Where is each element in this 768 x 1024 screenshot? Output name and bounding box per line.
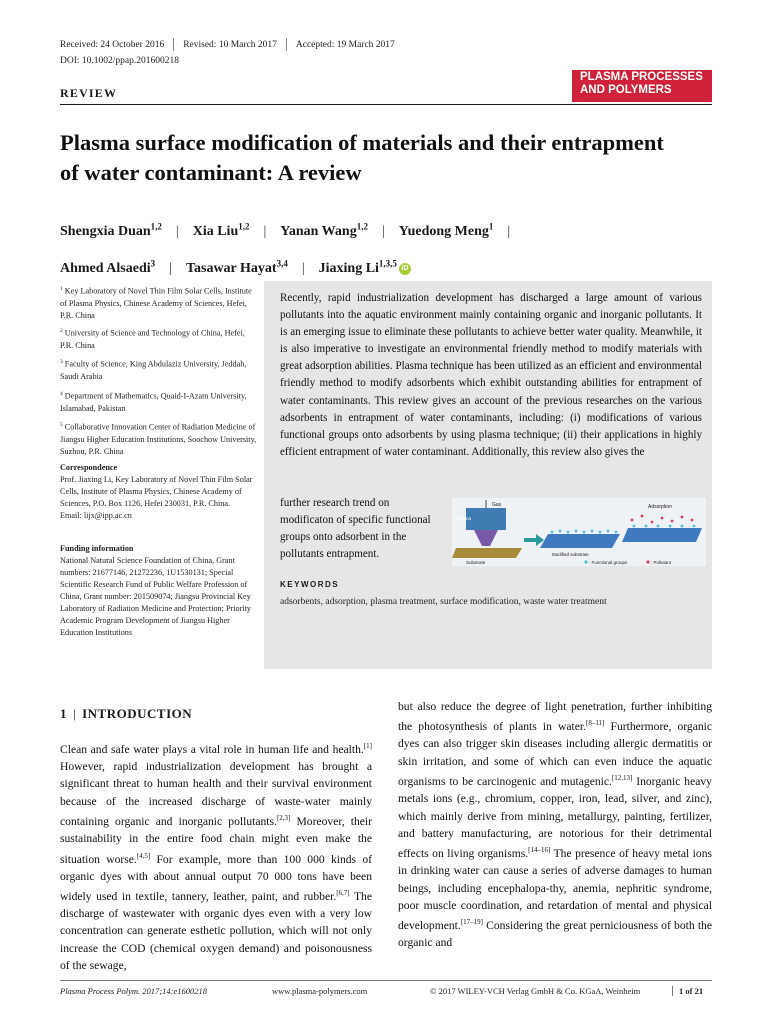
revised-date: Revised: 10 March 2017 (183, 39, 277, 50)
author[interactable]: Jiaxing Li$^{1,3,5}$ (318, 258, 397, 277)
article-dates (60, 38, 395, 51)
citation[interactable]: [2,3] (276, 814, 291, 823)
citation[interactable]: [14–16] (528, 846, 551, 855)
funding-heading: Funding information (60, 544, 134, 553)
citation[interactable]: [6,7] (336, 888, 350, 897)
keywords: adsorbents, adsorption, plasma treatment, surface modification, waste water treatment (280, 597, 607, 607)
legend-groups-swatch (584, 560, 587, 563)
abstract-text: Recently, rapid industrialization development has discharged a large amount of various pollutants into the aquatic environment mainly containing organic and inorganic pollutants. It is an emerging issue to eliminate these pollutants to achieve better water quality. Meanwhile, it is also imperative to investigate an environmental friendly method to modify materials with great adsorption abilities. Plasma technique has been utilized as an efficient and environmental friendly method to modify adsorbents which exhibit outstanding abilities for entrapment of water contaminants. This review gives an account of the previous researches on the various adsorbents in entrapment of water contaminants, including: (i) modifications of various functional groups onto adsorbents by using plasma technique; (ii) their applications in highly efficient entrapment of water contaminant. Additionally, this review also gives the (280, 292, 702, 458)
affiliation: $^4$ Department of Mathematics, Quaid-I-Azam University, Islamabad, Pakistan (60, 391, 247, 413)
journal-citation: Plasma Process Polym. 2017;14:e1600218 (60, 986, 207, 996)
substrate-label: Substrate (466, 560, 486, 565)
header-rule (60, 104, 712, 105)
body-column-right: but also reduce the degree of light penetration, further inhibiting the photosynthesis of plants in water.[8–11] Furthermore, organic dyes can also trigger skin diseases including allergic dermatitis or skin irritation, and some of which can even induce the aquatic organisms to be carcinogenic and mutagenic.[12,13] Inorganic heavy metals ions (e.g., chromium, copper, iron, lead, silver, and zinc), which mainly derive from mining, metallurgy, painting, fertilizer, and battery manufacturing, are notorious for their detrimental effects on living organisms.[14–16] The presence of heavy metal ions in drinking water can cause a series of adverse damages to human beings, including encephalopa-thy, anemia, nephritic syndrome, poor muscle coordination, and retardation of mental and physical development.[17–19] Considering the great perniciousness of both the organic and (398, 700, 713, 950)
legend-pollutant-swatch (646, 560, 649, 563)
funding (60, 543, 260, 639)
journal-brand-line1: PLASMA PROCESSES (580, 71, 703, 83)
funding-text: National Natural Science Foundation of China, Grant numbers: 21677146, 21272236, 1U1530131; Special Scientific Research Fund of Public Welfare Profession of China, Grant number: 201509074; Jiangsu Provincial Key Laboratory of Radiation Medicine and Protection; Priority Academic Program Development of Jiangsu Higher Education Institutions (60, 556, 251, 637)
author[interactable]: Ahmed Alsaedi$^3$ (60, 258, 156, 277)
citation[interactable]: [1] (363, 742, 372, 750)
keywords-heading: KEYWORDS (280, 580, 340, 589)
citation[interactable]: [12,13] (611, 774, 633, 783)
accepted-date: Accepted: 19 March 2017 (295, 39, 395, 50)
copyright: © 2017 WILEY-VCH Verlag GmbH & Co. KGaA, Weinheim (430, 986, 641, 996)
journal-brand-line2: AND POLYMERS (580, 84, 672, 96)
modified-label: Modified substrate (552, 552, 589, 557)
divider (286, 38, 287, 51)
title-line1: Plasma surface modification of materials and their entrapment (60, 130, 664, 155)
plasma-source (466, 508, 506, 530)
correspondence-heading: Correspondence (60, 463, 118, 472)
affiliation: $^5$ Collaborative Innovation Center of Radiation Medicine of Jiangsu Higher Education Institutions, Soochow University, Suzhou, P.R. China (60, 422, 257, 456)
author[interactable]: Yuedong Meng$^1$ (398, 221, 494, 239)
gas-label: Gas (492, 502, 502, 508)
correspondence-text: Prof. Jiaxing Li, Key Laboratory of Novel Thin Film Solar Cells, Institute of Plasma Physics, Chinese Academy of Sciences, P.O. Box 1126, Hefei 230031, P.R. China. (60, 475, 253, 508)
affiliation: $^2$ University of Science and Technology of China, Hefei, P.R. China (60, 328, 245, 350)
section-title: INTRODUCTION (82, 706, 193, 721)
article-title (60, 128, 720, 188)
citation[interactable]: [8–11] (585, 719, 605, 728)
author[interactable]: Tasawar Hayat$^{3,4}$ (185, 258, 288, 277)
title-line2: of water contaminant: A review (60, 160, 362, 185)
website-link[interactable]: www.plasma-polymers.com (272, 986, 368, 996)
citation[interactable]: [17–19] (460, 918, 483, 927)
author[interactable]: Shengxia Duan$^{1,2}$ (60, 221, 162, 239)
substrate (452, 548, 522, 558)
journal-brand-logo (572, 70, 712, 102)
page-number: 1 of 21 (672, 986, 703, 996)
citation[interactable]: [4,5] (136, 851, 151, 860)
legend-pollutant-label: : Pollutant (651, 560, 672, 565)
author-list: Shengxia Duan$^{1,2}$ | Xia Liu$^{1,2}$ | Yanan Wang$^{1,2}$ | Yuedong Meng$^1$ | Ahmed Alsaedi$^3$ | Tasawar Hayat$^{3,4}$ | Jiaxing Li$^{1,3,5}$ iD (60, 221, 511, 277)
section-heading: 1 | INTRODUCTION (60, 706, 193, 721)
article-type: REVIEW (60, 86, 118, 100)
received-date: Received: 24 October 2016 (60, 39, 165, 50)
section-number: 1 (60, 706, 67, 721)
body-column-left: Clean and safe water plays a vital role in human life and health.[1] However, rapid industrialization development has brought a significant threat to human health and their survival environment because of the increased discharge of waste-water mainly containing organic and inorganic pollutants.[2,3] Moreover, their sustainability in the entire food chain might even make the situation worse.[4,5] For example, more than 100 000 kinds of organic dyes with about annual output 70 000 tons have been widely used in textile, tannery, leather, paint, and rubber.[6,7] The discharge of wastewater with organic dyes even with a very low concentration can generate esthetic pollution, which will not only increase the COD (chemical oxygen demand) and poisonousness of the sewage, (60, 742, 372, 972)
orcid-icon[interactable]: iD (399, 263, 411, 275)
doi[interactable]: DOI: 10.1002/ppap.201600218 (60, 56, 180, 66)
affiliation: $^3$ Faculty of Science, King Abdulaziz University, Jeddah, Saudi Arabia (60, 359, 247, 381)
graphical-abstract (452, 498, 706, 566)
author[interactable]: Xia Liu$^{1,2}$ (192, 221, 250, 239)
modified-substrate (540, 534, 620, 548)
abstract-text-tail: further research trend on modificaton of specific functional groups onto adsorbent in the pollutants entrapment. (280, 497, 431, 561)
affiliation: $^1$ Key Laboratory of Novel Thin Film Solar Cells, Institute of Plasma Physics, Chinese Academy of Sciences, Hefei, P.R. China (60, 286, 252, 320)
adsorbent-surface (622, 528, 702, 542)
adsorption-label: Adsorption (648, 504, 672, 510)
correspondence-email[interactable]: Email: lijx@ipp.ac.cn (60, 511, 132, 520)
divider (173, 38, 174, 51)
plasma-label: Plasma (456, 516, 472, 521)
legend-groups-label: : Functional groups (589, 560, 628, 565)
correspondence (60, 462, 260, 522)
footer-rule (60, 980, 712, 981)
author[interactable]: Yanan Wang$^{1,2}$ (280, 221, 368, 239)
